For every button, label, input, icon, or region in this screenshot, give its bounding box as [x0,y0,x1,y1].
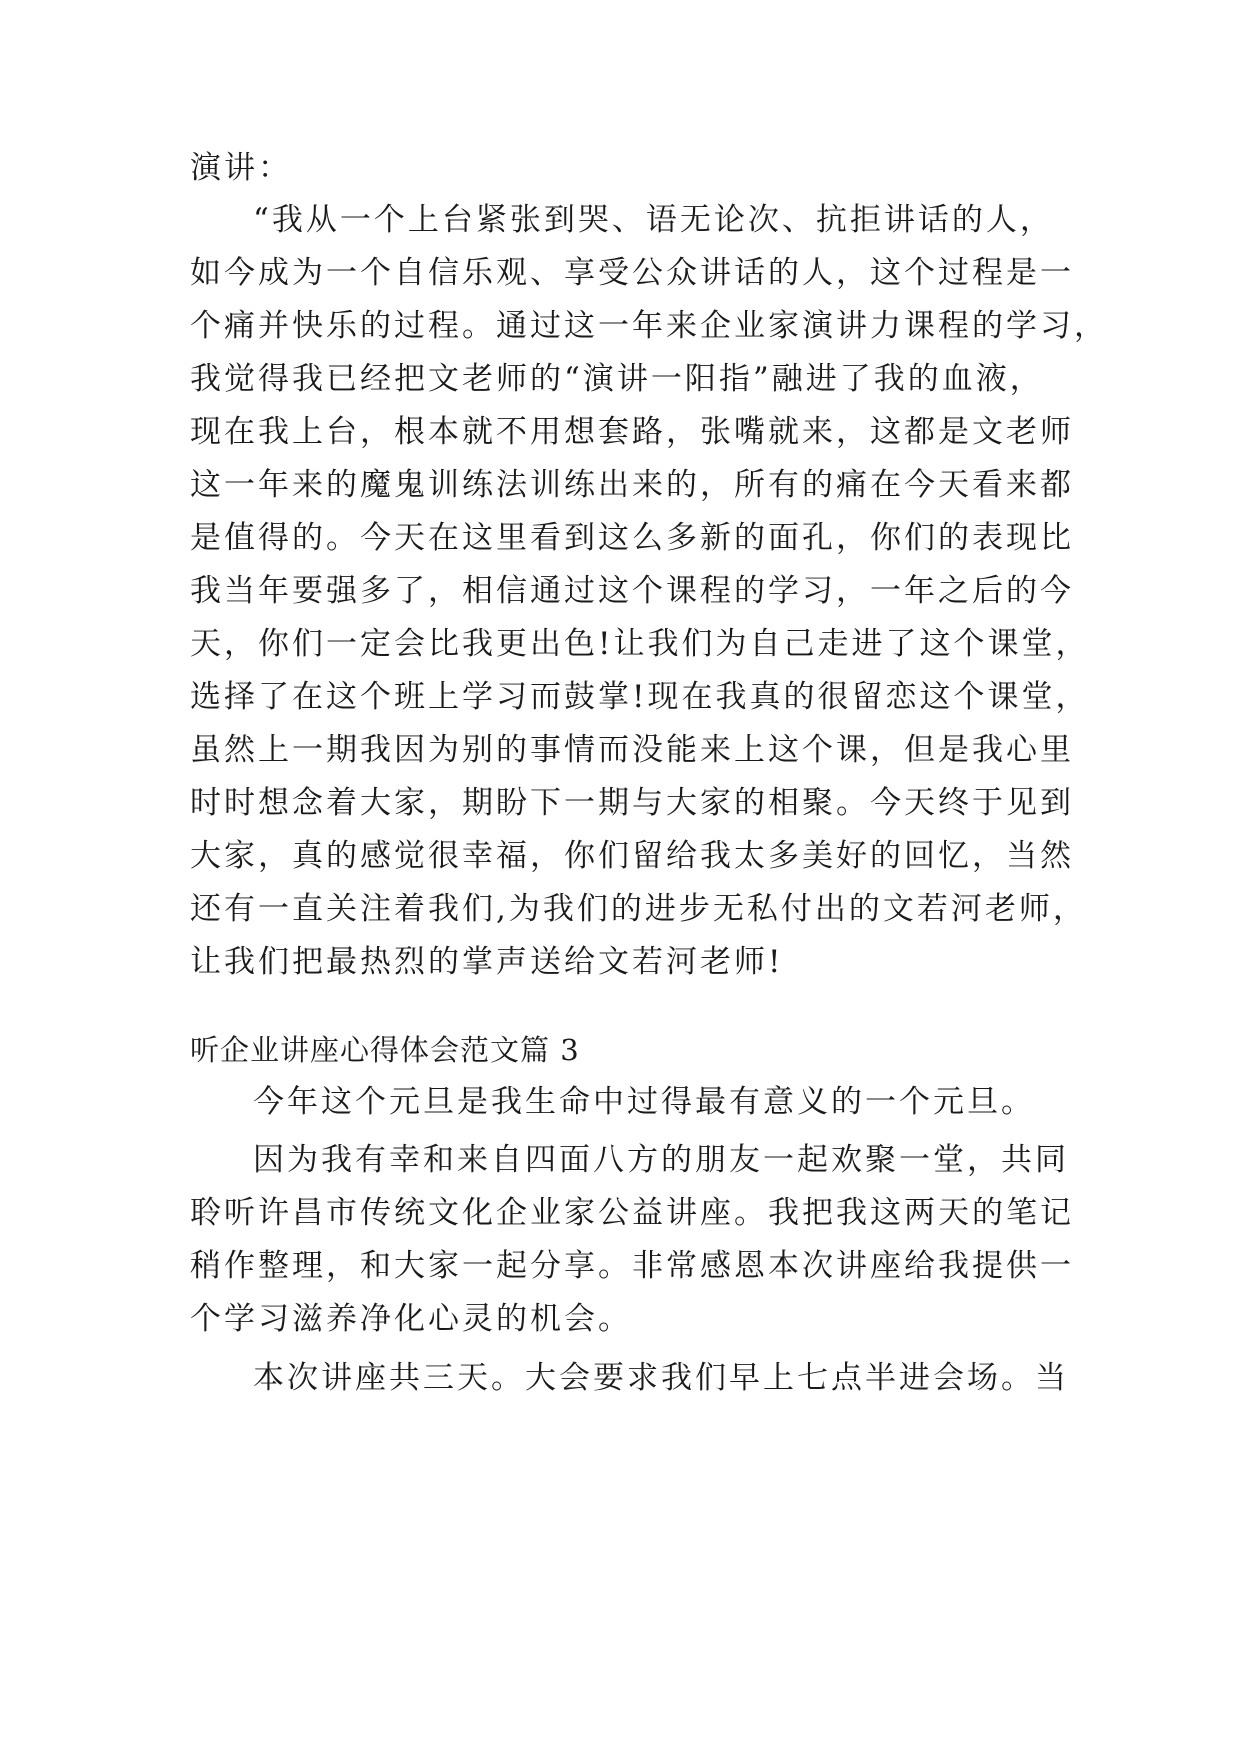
speech-label: 演讲： [190,150,292,186]
speech-line: “我从一个上台紧张到哭、语无论次、抗拒讲话的人， [253,202,1054,238]
speech-line: 让我们把最热烈的掌声送给文若河老师! [190,944,784,980]
speech-line: 还有一直关注着我们,为我们的进步无私付出的文若河老师， [190,891,1087,927]
speech-line: 个痛并快乐的过程。通过这一年来企业家演讲力课程的学习， [190,308,1108,344]
paragraph-line: 今年这个元旦是我生命中过得最有意义的一个元旦。 [253,1084,1035,1120]
speech-line: 这一年来的魔鬼训练法训练出来的，所有的痛在今天看来都 [190,467,1074,503]
section-title: 听企业讲座心得体会范文篇 3 [190,1033,580,1067]
speech-line: 现在我上台，根本就不用想套路，张嘴就来，这都是文老师 [190,414,1074,450]
paragraph-line: 个学习滋养净化心灵的机会。 [190,1301,632,1337]
paragraph-line: 聆听许昌市传统文化企业家公益讲座。我把我这两天的笔记 [190,1195,1074,1231]
speech-line: 是值得的。今天在这里看到这么多新的面孔，你们的表现比 [190,520,1074,556]
speech-line: 虽然上一期我因为别的事情而没能来上这个课，但是我心里 [190,732,1074,768]
speech-line: 如今成为一个自信乐观、享受公众讲话的人，这个过程是一 [190,255,1074,291]
speech-line: 我觉得我已经把文老师的“演讲一阳指”融进了我的血液， [190,361,1044,397]
speech-line: 天，你们一定会比我更出色!让我们为自己走进了这个课堂， [190,626,1090,662]
speech-line: 我当年要强多了，相信通过这个课程的学习，一年之后的今 [190,573,1074,609]
paragraph-line: 稍作整理，和大家一起分享。非常感恩本次讲座给我提供一 [190,1248,1074,1284]
paragraph-line: 本次讲座共三天。大会要求我们早上七点半进会场。当 [253,1360,1069,1396]
speech-line: 大家，真的感觉很幸福，你们留给我太多美好的回忆，当然 [190,838,1074,874]
speech-line: 选择了在这个班上学习而鼓掌!现在我真的很留恋这个课堂， [190,679,1090,715]
paragraph-line: 因为我有幸和来自四面八方的朋友一起欢聚一堂，共同 [253,1142,1069,1178]
speech-line: 时时想念着大家，期盼下一期与大家的相聚。今天终于见到 [190,785,1074,821]
